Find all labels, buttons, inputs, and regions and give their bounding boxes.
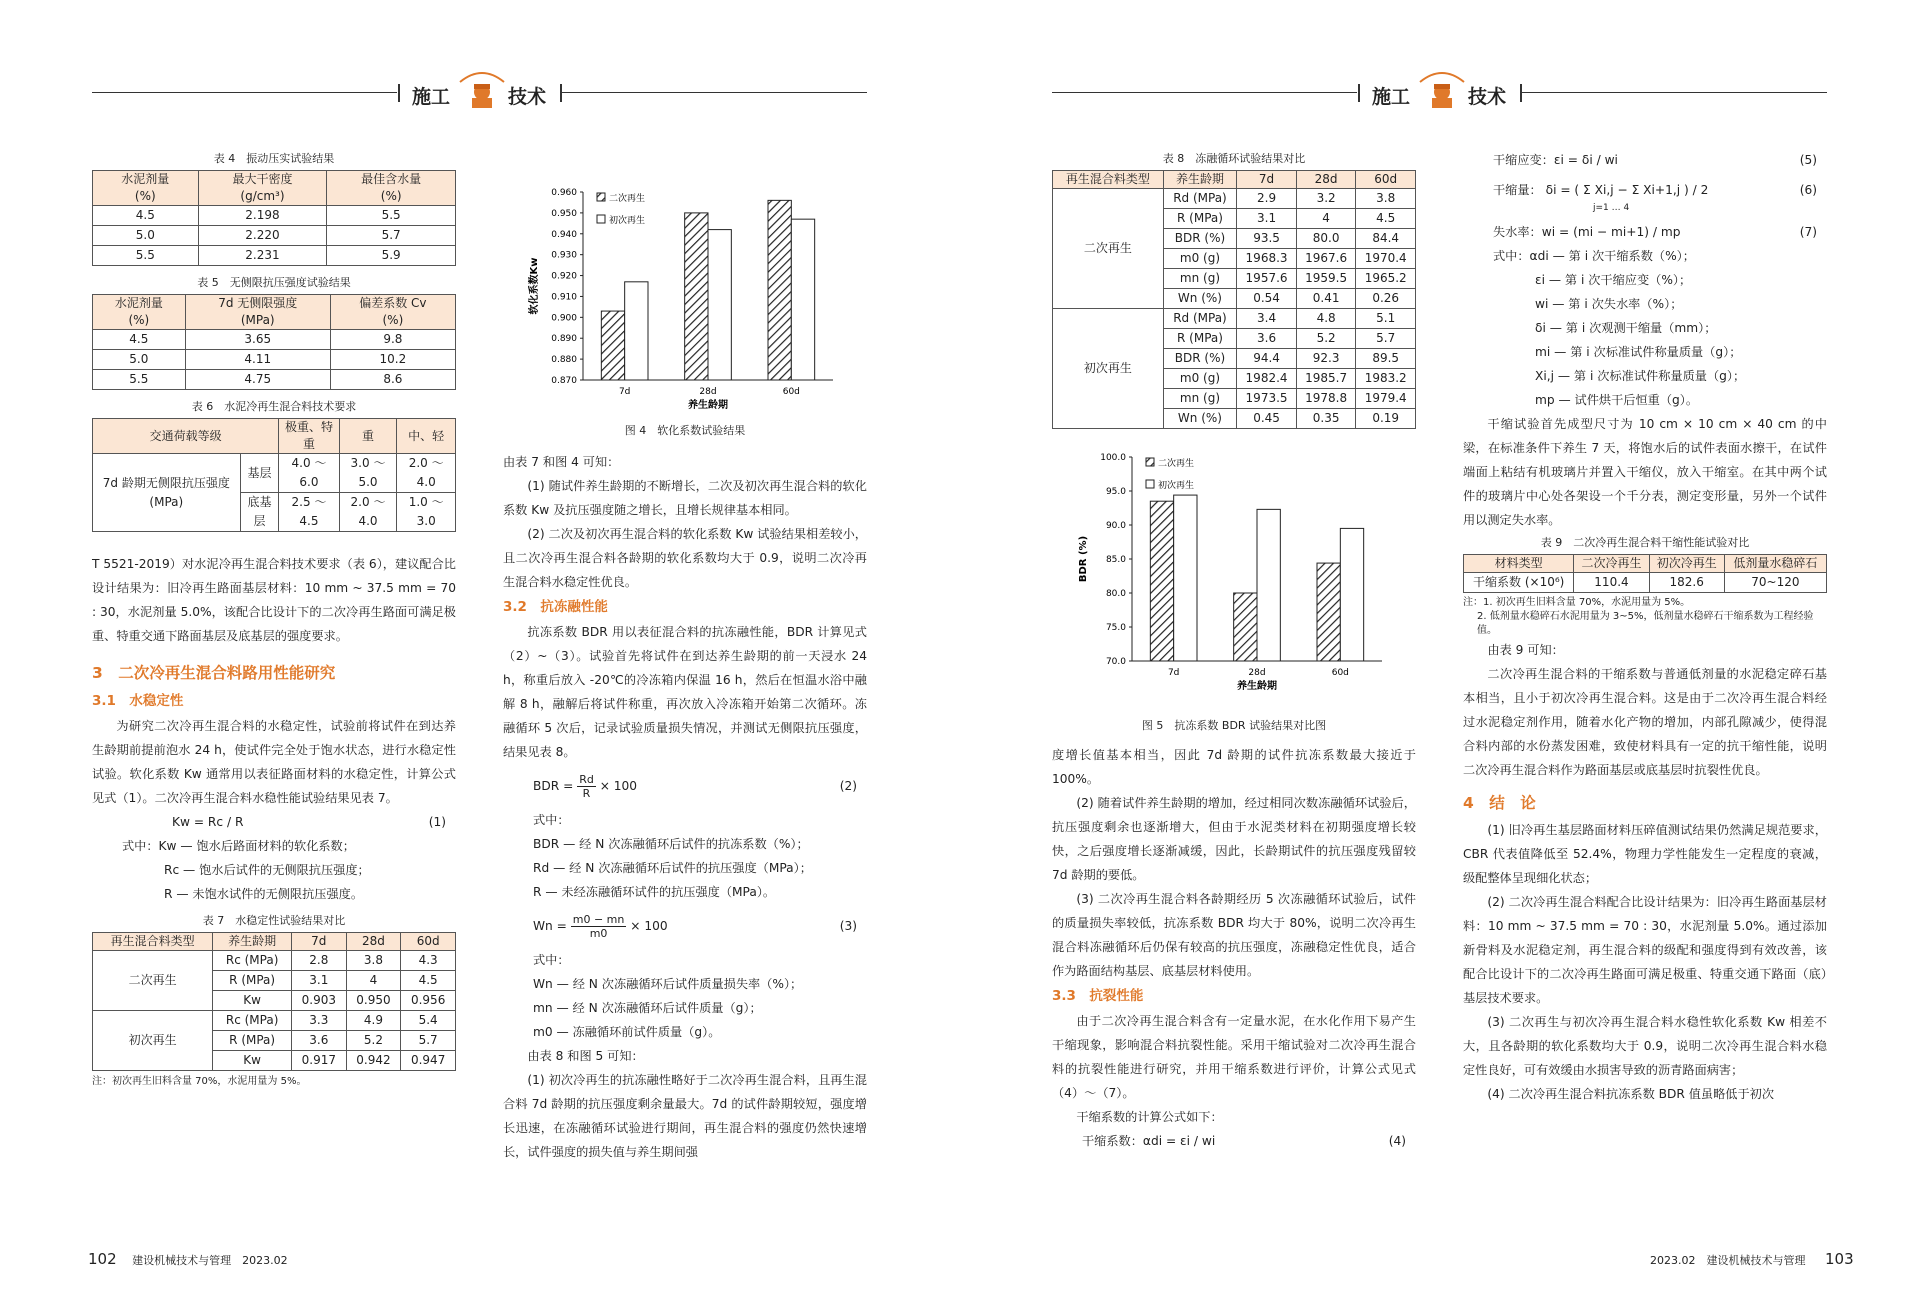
table-header-cell: 低剂量水稳碎石 (1724, 555, 1826, 573)
equation-3: Wn = $\frac{m0 - mn}{m0}$ × 100 (3) (533, 913, 857, 940)
table-cell: 2.9 (1237, 189, 1297, 209)
table-cell: 0.950 (346, 991, 401, 1011)
table-cell: R (MPa) (213, 1031, 292, 1051)
y-tick-label: 0.950 (551, 208, 577, 219)
table-cell: 1959.5 (1296, 269, 1356, 289)
table-cell: 1985.7 (1296, 369, 1356, 389)
table-cell: 5.9 (327, 246, 456, 266)
table-header-cell: 60d (1356, 171, 1416, 189)
table-cell: 1967.6 (1296, 249, 1356, 269)
table-caption: 表 5 无侧限抗压强度试验结果 (197, 276, 351, 289)
table-caption: 表 9 二次冷再生混合料干缩性能试验对比 (1540, 536, 1750, 549)
paragraph: 由表 8 和图 5 可知： (527, 1049, 644, 1063)
table-cell: 4.5 (93, 206, 199, 226)
paragraph: (2) 二次及初次再生混合料的软化系数 Kw 试验结果相差较小，且二次冷再生混合料各龄期的软化系数均大于 0.9，说明二次冷再生混合料水稳定性优良。 (503, 527, 867, 589)
paragraph: 为研究二次冷再生混合料的水稳定性，试验前将试件在到达养生龄期前提前泡水 24 h，使试件完全处于饱水状态，进行水稳定性试验。软化系数 Kw 通常用以表征路面材料的水稳定性，计算公式见式（1）。二次冷再生混合料水稳性能试验结果见表 7。 (92, 719, 456, 805)
table-row (93, 206, 456, 226)
table-cell: 5.4 (401, 1011, 456, 1031)
equation-legend: 式中： Wn — 经 N 次冻融循环后试件质量损失率（%）； mn — 经 N 次冻融循环后试件质量（g）； m0 — 冻融循环前试件质量（g）。 (533, 953, 803, 1039)
table-cell: 5.7 (1356, 329, 1416, 349)
table-cell: 1978.8 (1296, 389, 1356, 409)
y-tick-label: 0.920 (551, 271, 577, 282)
table-cell: 3.2 (1296, 189, 1356, 209)
table-cell: 4.11 (185, 350, 330, 370)
section-heading-3: 3 二次冷再生混合料路用性能研究 (92, 664, 336, 682)
table-row (1464, 573, 1827, 593)
table-cell: 4.9 (346, 1011, 401, 1031)
table-header-cell: 7d (1237, 171, 1297, 189)
figure-caption: 图 5 抗冻系数 BDR 试验结果对比图 (1141, 719, 1327, 732)
right-column-1 (1052, 148, 1416, 1153)
table-cell: 5.0 (93, 350, 186, 370)
table-header-cell: 中、轻 (397, 419, 456, 454)
table-header-cell: 材料类型 (1464, 555, 1574, 573)
table-header-cell: 再生混合料类型 (1053, 171, 1164, 189)
table-header-row (93, 933, 456, 951)
table-cell: 1979.4 (1356, 389, 1416, 409)
table-cell: Rd (MPa) (1163, 189, 1237, 209)
table-cell: 0.35 (1296, 409, 1356, 429)
table-cell: 4.5 (1356, 209, 1416, 229)
table-cell: 3.8 (346, 951, 401, 971)
paragraph: 由表 7 和图 4 可知： (503, 455, 620, 469)
y-tick-label: 0.880 (551, 355, 577, 366)
y-tick-label: 0.930 (551, 250, 577, 261)
y-tick-label: 100.0 (1100, 453, 1126, 463)
table-cell: 5.7 (401, 1031, 456, 1051)
table-cell: mn (g) (1163, 269, 1237, 289)
bar-primary-60d (791, 219, 814, 380)
table-row (93, 330, 456, 350)
table-header-cell: 重 (339, 419, 397, 454)
figure-5-chart (1052, 445, 1416, 713)
bar-primary-7d (1174, 495, 1197, 661)
table-cell: 3.1 (291, 971, 346, 991)
y-tick-label: 0.890 (551, 334, 577, 345)
table-cell: Kw (213, 1051, 292, 1071)
table-header-cell: 7d 无侧限强度 (MPa) (185, 295, 330, 330)
table-header-cell: 极重、特重 (279, 419, 339, 454)
header-logo (1358, 74, 1528, 110)
table-cell: 2.0 ～ 4.0 (339, 493, 397, 532)
page-number: 103 (1825, 1250, 1854, 1268)
table-cell: Rc (MPa) (213, 1011, 292, 1031)
table-cell: R (MPa) (1163, 209, 1237, 229)
table-8 (1052, 170, 1416, 429)
y-axis-label: 软化系数Kw (529, 257, 540, 315)
table-caption: 表 8 冻融循环试验结果对比 (1162, 152, 1306, 165)
table-cell: 基层 (240, 454, 279, 493)
bar-secondary-28d (1234, 593, 1257, 661)
table-row-label: 干缩系数 (×10⁶) (1464, 573, 1574, 593)
table-cell: Kw (213, 991, 292, 1011)
y-axis-label: BDR (%) (1078, 535, 1089, 583)
table-header-cell: 7d (291, 933, 346, 951)
paragraph: T 5521-2019）对水泥冷再生混合料技术要求（表 6），建议配合比设计结果为：旧冷再生路面基层材料：10 mm ~ 37.5 mm = 70 : 30，水泥剂量 5.0%，该配合比设计下的二次冷再生路面可满足极重、特重交通下路面基层及底基层的强度要求。 (92, 557, 456, 643)
table-row-label: 7d 龄期无侧限抗压强度 (MPa) (93, 454, 241, 532)
table-header-cell: 二次冷再生 (1574, 555, 1649, 573)
journal-name: 建设机械技术与管理 2023.02 (132, 1254, 288, 1267)
table-header-cell: 28d (1296, 171, 1356, 189)
table-cell: 110.4 (1574, 573, 1649, 593)
table-4 (92, 170, 456, 266)
table-cell: Wn (%) (1163, 409, 1237, 429)
table-cell: 0.942 (346, 1051, 401, 1071)
table-header-cell: 再生混合料类型 (93, 933, 213, 951)
page-footer (1650, 1250, 1854, 1268)
table-cell: 4.3 (401, 951, 456, 971)
running-header (0, 68, 960, 118)
table-cell: 5.2 (346, 1031, 401, 1051)
table-cell: 4.75 (185, 370, 330, 390)
table-note: 注：1. 初次再生旧料含量 70%，水泥用量为 5%。 (1463, 597, 1691, 608)
table-cell: Rd (MPa) (1163, 309, 1237, 329)
table-cell: 0.19 (1356, 409, 1416, 429)
right-page (960, 0, 1920, 1303)
paragraph: 由于二次冷再生混合料含有一定量水泥，在水化作用下易产生干缩现象，影响混合料抗裂性能。采用干缩试验对二次冷再生混合料的抗裂性能进行研究，并用干缩系数进行评价，计算公式见式（4）～（7）。 (1052, 1014, 1416, 1100)
table-header-row (1053, 171, 1416, 189)
table-cell: 2.0 ～ 4.0 (397, 454, 456, 493)
paragraph: (3) 二次再生与初次冷再生混合料水稳性软化系数 Kw 相差不大，且各龄期的软化系数均大于 0.9，说明二次冷再生混合料水稳定性良好，可有效缓由水损害导致的沥青路面病害； (1463, 1015, 1827, 1077)
table-cell: 0.41 (1296, 289, 1356, 309)
header-rule (1522, 92, 1827, 93)
table-5 (92, 294, 456, 390)
y-tick-label: 0.900 (551, 313, 577, 324)
paragraph: 干缩试验首先成型尺寸为 10 cm × 10 cm × 40 cm 的中梁，在标准条件下养生 7 天，将饱水后的试件表面水擦干，在试件端面上粘结有机玻璃片并置入干缩仪，放入干缩室。在其中两个试件的玻璃片中心处各架设一个千分表，测定变形量，另外一个试件用以测定失水率。 (1463, 417, 1827, 527)
x-tick-label: 60d (1331, 668, 1349, 678)
figure-caption: 图 4 软化系数试验结果 (624, 424, 746, 437)
legend-label: 初次再生 (609, 216, 646, 226)
table-cell: 0.917 (291, 1051, 346, 1071)
paragraph: 干缩系数的计算公式如下： (1076, 1110, 1223, 1124)
table-header-cell: 最佳含水量 (%) (327, 171, 456, 206)
table-cell: 84.4 (1356, 229, 1416, 249)
table-cell: 4.5 (401, 971, 456, 991)
table-header-cell: 28d (346, 933, 401, 951)
table-header-cell: 初次冷再生 (1649, 555, 1724, 573)
table-cell: 5.1 (1356, 309, 1416, 329)
y-tick-label: 75.0 (1105, 623, 1126, 633)
y-tick-label: 0.960 (551, 188, 577, 198)
table-6 (92, 418, 456, 532)
equation-legend: 式中： BDR — 经 N 次冻融循环后试件的抗冻系数（%）； Rd — 经 N 次冻融循环后试件的抗压强度（MPa）； R — 未经冻融循环试件的抗压强度（MPa）。 (533, 813, 812, 899)
legend-label: 二次再生 (609, 194, 646, 204)
bar-primary-28d (1257, 509, 1280, 661)
table-cell: Rc (MPa) (213, 951, 292, 971)
y-tick-label: 85.0 (1105, 555, 1126, 565)
table-header-row (93, 171, 456, 206)
table-row (1053, 189, 1416, 209)
header-rule (92, 92, 397, 93)
left-column-1 (92, 148, 456, 1089)
table-cell: 93.5 (1237, 229, 1297, 249)
table-header-row (93, 295, 456, 330)
running-header (960, 68, 1920, 118)
table-cell: 0.26 (1356, 289, 1416, 309)
table-cell: 1973.5 (1237, 389, 1297, 409)
equation-7: 失水率：wi = (mi − mi+1) / mp (7) (1493, 225, 1817, 239)
bar-secondary-60d (1317, 563, 1340, 661)
paragraph: (2) 二次冷再生混合料配合比设计结果为：旧冷再生路面基层材料：10 mm ~ 37.5 mm = 70 : 30，水泥剂量 5.0%。通过添加新骨料及水泥稳定剂，再生混合料的级配和强度得到有效改善，该配合比设计下的二次冷再生路面可满足极重、特重交通下路面（底）基层技术要求。 (1463, 895, 1827, 1005)
table-cell: 0.947 (401, 1051, 456, 1071)
equation-6: 干缩量： δi = ( Σ Xi,j − Σ Xi+1,j ) / 2 j=1 … 4 (6) (1493, 183, 1817, 213)
table-cell: 2.198 (198, 206, 327, 226)
bar-secondary-7d (601, 311, 624, 380)
worker-helmet-icon (454, 68, 510, 108)
legend-swatch (597, 193, 605, 201)
y-tick-label: 90.0 (1105, 521, 1126, 531)
table-cell: 2.5 ～ 4.5 (279, 493, 339, 532)
table-cell: 5.0 (93, 226, 199, 246)
equation-5: 干缩应变：εi = δi / wi (5) (1493, 153, 1817, 167)
page-number: 102 (88, 1250, 117, 1268)
table-cell: 底基层 (240, 493, 279, 532)
table-cell: BDR (%) (1163, 349, 1237, 369)
right-column-2 (1463, 148, 1827, 1106)
paragraph: (3) 二次冷再生混合料各龄期经历 5 次冻融循环试验后，试件的质量损失率较低，抗冻系数 BDR 均大于 80%，说明二次冷再生混合料冻融循环后仍保有较高的抗压强度，冻融稳定性优良，适合作为路面结构基层、底基层材料使用。 (1052, 892, 1416, 978)
table-cell: m0 (g) (1163, 249, 1237, 269)
table-cell: 2.220 (198, 226, 327, 246)
table-cell: 5.5 (93, 246, 199, 266)
table-cell: 5.5 (93, 370, 186, 390)
table-cell: 0.45 (1237, 409, 1297, 429)
paragraph: (1) 随试件养生龄期的不断增长，二次及初次再生混合料的软化系数 Kw 及抗压强度随之增长，且增长规律基本相同。 (503, 479, 867, 517)
page-footer (88, 1250, 288, 1268)
table-group-label: 二次再生 (93, 951, 213, 1011)
section-heading-3-2: 3.2 抗冻融性能 (503, 599, 608, 615)
header-word-1: 施工 (412, 86, 451, 108)
table-cell: 3.0 ～ 5.0 (339, 454, 397, 493)
table-row (93, 454, 456, 493)
table-cell: 0.956 (401, 991, 456, 1011)
table-caption: 表 4 振动压实试验结果 (213, 152, 335, 165)
table-row (93, 246, 456, 266)
table-row (93, 1011, 456, 1031)
table-header-cell: 交通荷载等级 (93, 419, 279, 454)
table-cell: R (MPa) (213, 971, 292, 991)
x-tick-label: 7d (1167, 668, 1180, 678)
table-row (1053, 309, 1416, 329)
bar-secondary-28d (685, 213, 708, 380)
table-caption: 表 6 水泥冷再生混合料技术要求 (191, 400, 357, 413)
equation-legend: 式中：Kw — 饱水后路面材料的软化系数； Rc — 饱水后试件的无侧限抗压强度； R — 未饱水试件的无侧限抗压强度。 (122, 839, 370, 901)
equation-1: Kw = Rc / R (1) (172, 815, 446, 829)
table-cell: 92.3 (1296, 349, 1356, 369)
table-cell: 5.7 (327, 226, 456, 246)
table-cell: 0.903 (291, 991, 346, 1011)
table-cell: 5.2 (1296, 329, 1356, 349)
table-row (93, 370, 456, 390)
x-axis-label: 养生龄期 (1237, 681, 1277, 692)
table-cell: 1970.4 (1356, 249, 1416, 269)
table-header-cell: 最大干密度 (g/cm³) (198, 171, 327, 206)
section-heading-3-1: 3.1 水稳定性 (92, 693, 184, 709)
table-header-row (1464, 555, 1827, 573)
paragraph: 度增长值基本相当，因此 7d 龄期的试件抗冻系数最大接近于 100%。 (1052, 748, 1416, 786)
table-cell: 5.5 (327, 206, 456, 226)
table-cell: 3.1 (1237, 209, 1297, 229)
header-logo (398, 74, 568, 110)
table-cell: 3.6 (1237, 329, 1297, 349)
table-cell: Wn (%) (1163, 289, 1237, 309)
table-cell: mn (g) (1163, 389, 1237, 409)
table-cell: 1.0 ～ 3.0 (397, 493, 456, 532)
legend-swatch (1146, 458, 1154, 466)
table-cell: 0.54 (1237, 289, 1297, 309)
x-tick-label: 28d (699, 387, 717, 397)
table-cell: 1957.6 (1237, 269, 1297, 289)
x-tick-label: 60d (782, 387, 800, 397)
table-cell: 3.3 (291, 1011, 346, 1031)
legend-swatch (597, 215, 605, 223)
legend-swatch (1146, 480, 1154, 488)
section-heading-4: 4 结 论 (1463, 794, 1536, 812)
bar-primary-28d (708, 230, 731, 380)
table-cell: 2.231 (198, 246, 327, 266)
table-row (93, 951, 456, 971)
table-group-label: 二次再生 (1053, 189, 1164, 309)
table-cell: 10.2 (330, 350, 455, 370)
table-7 (92, 932, 456, 1071)
table-cell: 3.8 (1356, 189, 1416, 209)
table-header-cell: 养生龄期 (213, 933, 292, 951)
x-axis-label: 养生龄期 (688, 400, 728, 411)
table-cell: m0 (g) (1163, 369, 1237, 389)
paragraph: (4) 二次冷再生混合料抗冻系数 BDR 值虽略低于初次 (1487, 1087, 1775, 1101)
y-tick-label: 0.910 (551, 292, 577, 303)
table-note: 注：初次再生旧料含量 70%，水泥用量为 5%。 (92, 1076, 307, 1087)
table-cell: 182.6 (1649, 573, 1724, 593)
worker-helmet-icon (1414, 68, 1470, 108)
paragraph: 由表 9 可知： (1487, 643, 1564, 657)
paragraph: 抗冻系数 BDR 用以表征混合料的抗冻融性能，BDR 计算见式（2）~（3）。试验首先将试件在到达养生龄期的前一天浸水 24 h，称重后放入 -20℃的冷冻箱内保温 16 h，然后在恒温水浴中融解 8 h，融解后将试件称重，再次放入冷冻箱开始第二次循环。冻融循环 5 次后，记录试验质量损失情况，并测试无侧限抗压强度，结果见表 8。 (503, 625, 867, 759)
table-cell: 89.5 (1356, 349, 1416, 369)
table-cell: 8.6 (330, 370, 455, 390)
table-row (93, 226, 456, 246)
table-header-cell: 水泥剂量 (%) (93, 171, 199, 206)
equation-2: BDR = $\frac{Rd}{R}$ × 100 (2) (533, 773, 857, 800)
table-header-cell: 60d (401, 933, 456, 951)
table-cell: 80.0 (1296, 229, 1356, 249)
table-row (93, 350, 456, 370)
table-cell: 4 (1296, 209, 1356, 229)
bar-secondary-7d (1150, 501, 1173, 661)
header-word-1: 施工 (1372, 86, 1411, 108)
table-cell: 1982.4 (1237, 369, 1297, 389)
table-cell: 3.4 (1237, 309, 1297, 329)
table-cell: 3.6 (291, 1031, 346, 1051)
table-cell: 1983.2 (1356, 369, 1416, 389)
y-tick-label: 0.940 (551, 229, 577, 240)
y-tick-label: 80.0 (1105, 589, 1126, 599)
y-tick-label: 70.0 (1105, 657, 1126, 667)
table-cell: 2.8 (291, 951, 346, 971)
bar-primary-60d (1340, 528, 1363, 661)
paragraph: (1) 初次冷再生的抗冻融性略好于二次冷再生混合料，且再生混合料 7d 龄期的抗压强度剩余量最大。7d 的试件龄期较短，强度增长迅速，在冻融循环试验进行期间，再生混合料的强度仍然快速增长，试件强度的损失值与养生期间强 (503, 1073, 867, 1159)
table-cell: 4 (346, 971, 401, 991)
table-header-row (93, 419, 456, 454)
legend-label: 初次再生 (1158, 481, 1195, 491)
table-cell: 94.4 (1237, 349, 1297, 369)
header-rule (562, 92, 867, 93)
table-cell: 3.65 (185, 330, 330, 350)
table-header-cell: 水泥剂量 (%) (93, 295, 186, 330)
table-cell: 4.0 ～ 6.0 (279, 454, 339, 493)
header-rule (1052, 92, 1357, 93)
bar-secondary-60d (768, 200, 791, 380)
y-tick-label: 0.870 (551, 376, 577, 386)
table-header-cell: 偏差系数 Cv (%) (330, 295, 455, 330)
table-cell: 1965.2 (1356, 269, 1416, 289)
equation-4: 干缩系数：αdi = εi / wi (4) (1082, 1134, 1406, 1148)
paragraph: (2) 随着试件养生龄期的增加，经过相同次数冻融循环试验后，抗压强度剩余也逐渐增大，但由于水泥类材料在初期强度增长较快，之后强度增长逐渐减缓，因此，长龄期试件的抗压强度残留较 7d 龄期的要低。 (1052, 796, 1416, 882)
table-cell: 1968.3 (1237, 249, 1297, 269)
header-word-2: 技术 (508, 86, 547, 108)
y-tick-label: 95.0 (1105, 487, 1126, 497)
section-heading-3-3: 3.3 抗裂性能 (1052, 988, 1144, 1004)
table-header-cell: 养生龄期 (1163, 171, 1237, 189)
x-tick-label: 28d (1248, 668, 1266, 678)
table-group-label: 初次再生 (1053, 309, 1164, 429)
table-cell: BDR (%) (1163, 229, 1237, 249)
journal-name: 2023.02 建设机械技术与管理 (1650, 1254, 1806, 1267)
bar-primary-7d (625, 282, 648, 380)
x-tick-label: 7d (618, 387, 631, 397)
table-group-label: 初次再生 (93, 1011, 213, 1071)
figure-4-chart (503, 180, 867, 420)
table-cell: 4.5 (93, 330, 186, 350)
paragraph: 二次冷再生混合料的干缩系数与普通低剂量的水泥稳定碎石基本相当，且小于初次冷再生混合料。这是由于二次冷再生混合料经过水泥稳定剂作用，随着水化产物的增加，内部孔隙减少，使得混合料内部的水份蒸发困难，致使材料具有一定的抗干缩性能，说明二次冷再生混合料作为路面基层或底基层时抗裂性优良。 (1463, 667, 1827, 777)
equation-legend: 式中：αdi — 第 i 次干缩系数（%）； εi — 第 i 次干缩应变（%）； wi — 第 i 次失水率（%）； δi — 第 i 次观测干缩量（mm）； mi — 第 i 次标准试件称量质量（g）； Xi,j — 第 i 次标准试件称量质量（g）； mp — 试件烘干后恒重（g）。 (1493, 249, 1746, 407)
table-note: 2. 低剂量水稳碎石水泥用量为 3~5%，低剂量水稳碎石干缩系数为工程经验值。 (1477, 611, 1814, 636)
paragraph: (1) 旧冷再生基层路面材料压碎值测试结果仍然满足规范要求，CBR 代表值降低至 52.4%，物理力学性能发生一定程度的衰减，级配整体呈现细化状态； (1463, 823, 1827, 885)
header-word-2: 技术 (1468, 86, 1507, 108)
table-caption: 表 7 水稳定性试验结果对比 (202, 914, 346, 927)
left-column-2 (503, 180, 867, 1164)
table-cell: 9.8 (330, 330, 455, 350)
table-cell: R (MPa) (1163, 329, 1237, 349)
table-cell: 70~120 (1724, 573, 1826, 593)
legend-label: 二次再生 (1158, 459, 1195, 469)
table-9 (1463, 554, 1827, 593)
table-cell: 4.8 (1296, 309, 1356, 329)
